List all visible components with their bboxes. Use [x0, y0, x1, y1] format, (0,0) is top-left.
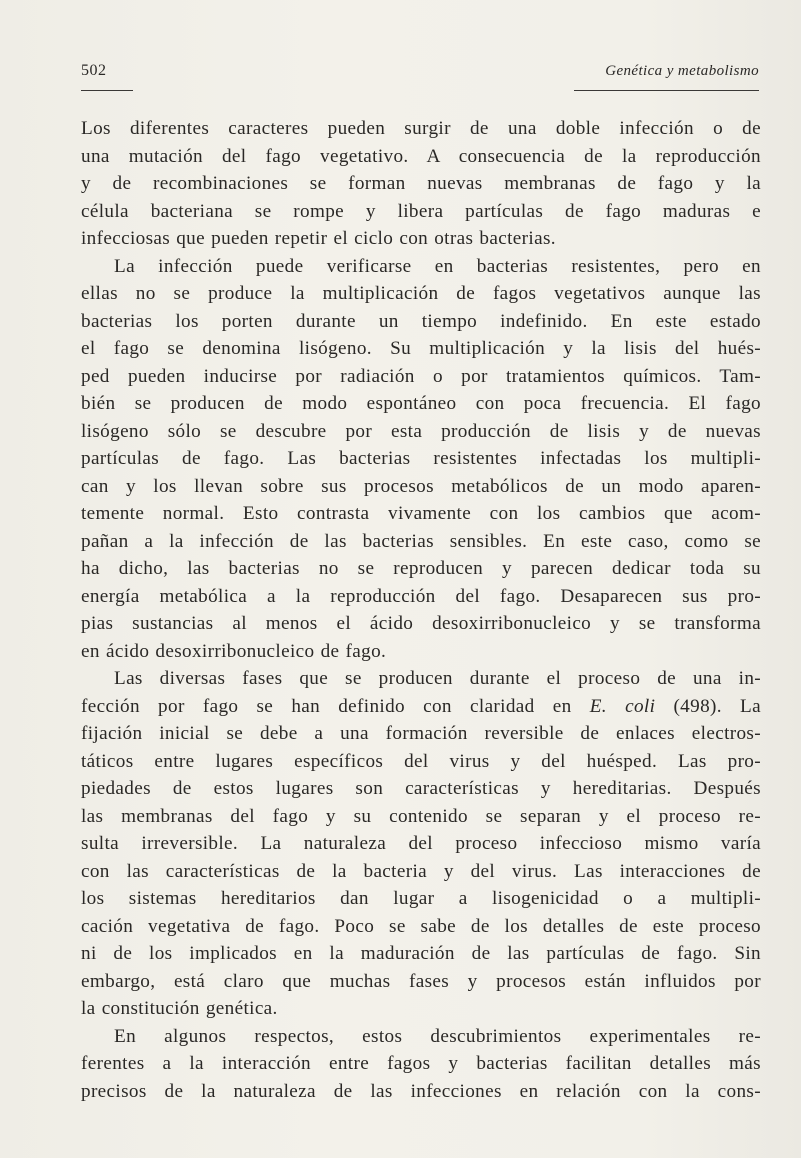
text-segment: fección por fago se han definido con claridad en: [81, 695, 572, 717]
text-line: embargo, está claro que muchas fases y procesos están influidos por: [81, 970, 761, 992]
header-rule-right: [574, 90, 759, 91]
text-line: Los diferentes caracteres pueden surgir de una doble infección o de: [81, 118, 761, 139]
text-line: ha dicho, las bacterias no se reproducen y parecen dedicar toda su: [81, 558, 761, 579]
text-line: Las diversas fases que se producen durante el proceso de una in-: [114, 668, 761, 689]
text-line: infecciosas que pueden repetir el ciclo con otras bacterias.: [81, 228, 556, 249]
text-line: pañan a la infección de las bacterias sensibles. En este caso, como se: [81, 530, 761, 552]
header-rule-left: [81, 90, 133, 91]
text-line: precisos de la naturaleza de las infecciones en relación con la cons-: [81, 1080, 761, 1102]
page-header: [81, 62, 759, 92]
text-line: temente normal. Esto contrasta vivamente con los cambios que acom-: [81, 503, 761, 524]
italic-species-name: E. coli: [589, 695, 656, 717]
page-number: 502: [81, 62, 107, 79]
text-line: el fago se denomina lisógeno. Su multiplicación y la lisis del hués-: [81, 338, 761, 359]
text-line: en ácido desoxirribonucleico de fago.: [81, 640, 387, 662]
text-line: bacterias los porten durante un tiempo indefinido. En este estado: [81, 310, 761, 332]
text-line: ni de los implicados en la maduración de las partículas de fago. Sin: [81, 943, 761, 964]
text-line: célula bacteriana se rompe y libera partículas de fago maduras e: [81, 200, 761, 222]
text-line: la constitución genética.: [81, 998, 278, 1019]
text-line: La infección puede verificarse en bacterias resistentes, pero en: [114, 255, 761, 277]
text-line: energía metabólica a la reproducción del fago. Desaparecen sus pro-: [81, 585, 761, 607]
text-line: En algunos respectos, estos descubrimientos experimentales re-: [114, 1025, 761, 1047]
text-line: cación vegetativa de fago. Poco se sabe de los detalles de este proceso: [81, 915, 761, 937]
text-line: fijación inicial se debe a una formación reversible de enlaces electros-: [81, 723, 761, 744]
body-text: [81, 115, 761, 1105]
text-line-with-italic: [81, 693, 761, 721]
text-line: ped pueden inducirse por radiación o por tratamientos químicos. Tam-: [81, 365, 761, 387]
text-line: con las características de la bacteria y del virus. Las interacciones de: [81, 860, 761, 882]
text-line: pias sustancias al menos el ácido desoxirribonucleico y se transforma: [81, 613, 761, 634]
text-line: las membranas del fago y su contenido se separan y el proceso re-: [81, 805, 761, 827]
text-line: ellas no se produce la multiplicación de fagos vegetativos aunque las: [81, 283, 761, 304]
text-line: sulta irreversible. La naturaleza del proceso infeccioso mismo varía: [81, 833, 761, 854]
text-line: los sistemas hereditarios dan lugar a lisogenicidad o a multipli-: [81, 888, 761, 909]
text-line: una mutación del fago vegetativo. A consecuencia de la reproducción: [81, 145, 761, 167]
running-title: Genética y metabolismo: [605, 63, 759, 79]
text-line: can y los llevan sobre sus procesos metabólicos de un modo aparen-: [81, 475, 761, 497]
text-line: piedades de estos lugares son características y hereditarias. Después: [81, 778, 761, 799]
text-line: ferentes a la interacción entre fagos y bacterias facilitan detalles más: [81, 1053, 761, 1074]
text-segment: (498). La: [673, 695, 761, 717]
text-line: y de recombinaciones se forman nuevas membranas de fago y la: [81, 173, 761, 194]
text-line: bién se producen de modo espontáneo con poca frecuencia. El fago: [81, 393, 761, 414]
text-line: lisógeno sólo se descubre por esta producción de lisis y de nuevas: [81, 420, 761, 442]
text-line: partículas de fago. Las bacterias resistentes infectadas los multipli-: [81, 448, 761, 469]
text-line: táticos entre lugares específicos del virus y del huésped. Las pro-: [81, 750, 761, 772]
